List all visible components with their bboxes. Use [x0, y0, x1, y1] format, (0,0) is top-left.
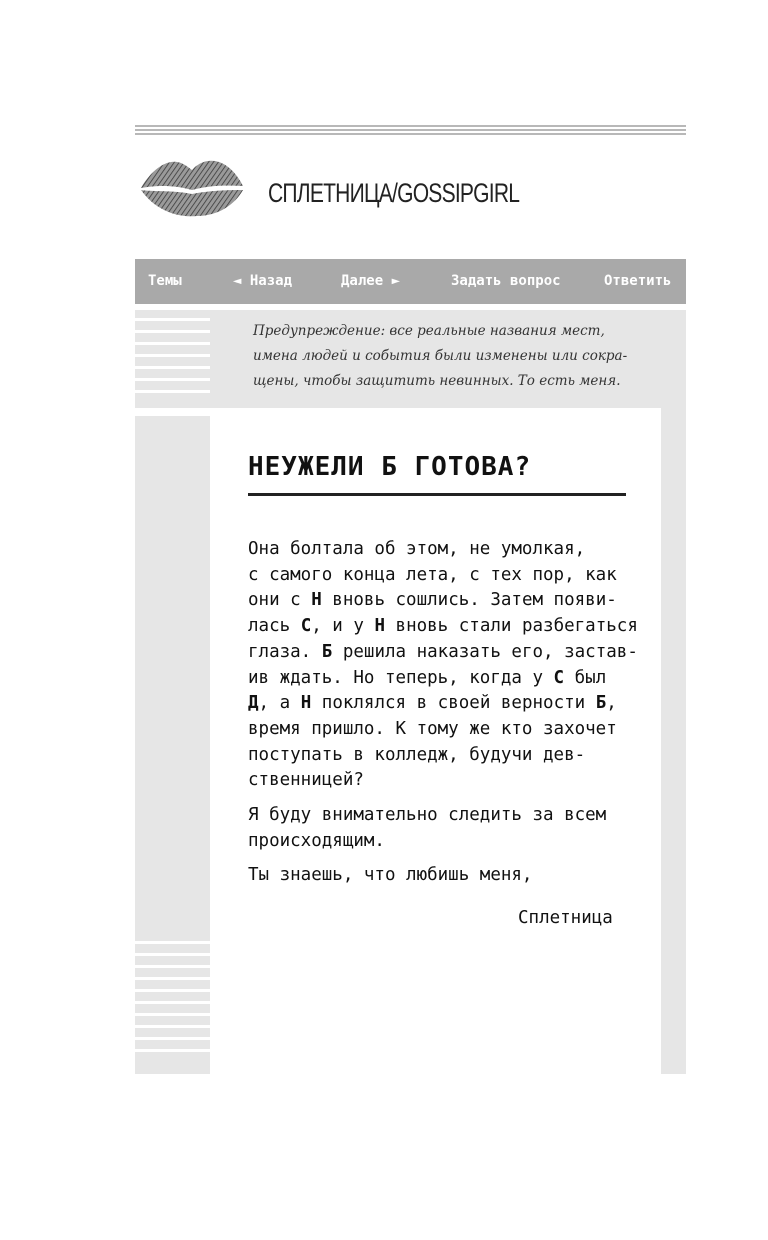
nav-reply-link[interactable]: Ответить [604, 273, 672, 289]
disclaimer-line: имена людей и события были изменены или сокра- [253, 348, 628, 364]
paragraph-line [248, 642, 638, 662]
character-initial: Н [374, 616, 385, 637]
disclaimer-line: щены, чтобы защитить невинных. То есть меня. [253, 373, 621, 389]
header-rule [135, 125, 686, 137]
character-initial: С [300, 616, 312, 637]
nav-back-link[interactable]: ◄ Назад [233, 273, 293, 289]
text-segment: поступать в колледж, будучи дев- [248, 744, 586, 765]
text-segment: ив ждать. Но теперь, когда у [248, 667, 554, 688]
text-segment: решила наказать его, застав- [332, 641, 638, 662]
lips-kiss-icon [137, 152, 245, 222]
text-segment: с самого конца лета, с тех пор, как [248, 564, 617, 585]
paragraph-line [248, 565, 617, 585]
text-segment: глаза. [248, 641, 322, 662]
paragraph-line [248, 668, 606, 688]
text-segment: был [564, 667, 607, 688]
text-segment: время пришло. К тому же кто захочет [248, 718, 617, 739]
nav-topics-link[interactable]: Темы [148, 273, 182, 289]
text-segment: , и у [311, 616, 375, 637]
right-sidebar-panel [661, 408, 686, 1074]
decorative-stripes [135, 318, 210, 402]
nav-ask-question-link[interactable]: Задать вопрос [451, 273, 561, 289]
paragraph-line: Ты знаешь, что любишь меня, [248, 865, 533, 886]
decorative-stripes [135, 941, 210, 1061]
text-segment: вновь стали разбегаться [385, 616, 638, 637]
post-signature: Сплетница [518, 908, 613, 928]
site-title: СПЛЕТНИЦА/GOSSIPGIRL [268, 178, 520, 208]
nav-bar [135, 259, 686, 304]
text-segment: ственницей? [248, 770, 364, 791]
paragraph-line [248, 745, 585, 765]
text-segment: Она болтала об этом, не умолкая, [248, 539, 586, 559]
character-initial: Б [595, 693, 607, 714]
paragraph-line [248, 693, 617, 713]
paragraph-line: происходящим. [248, 830, 385, 851]
disclaimer-text [253, 319, 653, 394]
text-segment: поклялся в своей верности [311, 693, 596, 714]
character-initial: С [553, 667, 565, 688]
paragraph-line [248, 770, 364, 790]
paragraph-line [248, 719, 617, 739]
nav-next-link[interactable]: Далее ► [341, 273, 401, 289]
post-paragraph [248, 537, 638, 794]
text-segment: они с [248, 590, 312, 611]
headline-underline [248, 493, 626, 496]
paragraph-line [248, 590, 617, 610]
character-initial: Д [248, 693, 259, 714]
post-body [248, 537, 638, 898]
post-headline: НЕУЖЕЛИ Б ГОТОВА? [248, 452, 532, 482]
left-sidebar-panel [135, 416, 210, 1074]
character-initial: Н [300, 693, 312, 714]
disclaimer-line: Предупреждение: все реальные названия мест, [253, 323, 605, 339]
disclaimer-banner [135, 310, 686, 408]
character-initial: Б [321, 641, 333, 662]
text-segment: , [606, 693, 617, 714]
text-segment: лась [248, 616, 301, 637]
post-paragraph [248, 803, 638, 854]
post-paragraph [248, 863, 638, 889]
text-segment: , а [258, 693, 301, 714]
text-segment: вновь сошлись. Затем появи- [321, 590, 617, 611]
paragraph-line [248, 539, 585, 559]
character-initial: Н [311, 590, 322, 611]
paragraph-line [248, 616, 638, 636]
paragraph-line: Я буду внимательно следить за всем [248, 805, 607, 826]
